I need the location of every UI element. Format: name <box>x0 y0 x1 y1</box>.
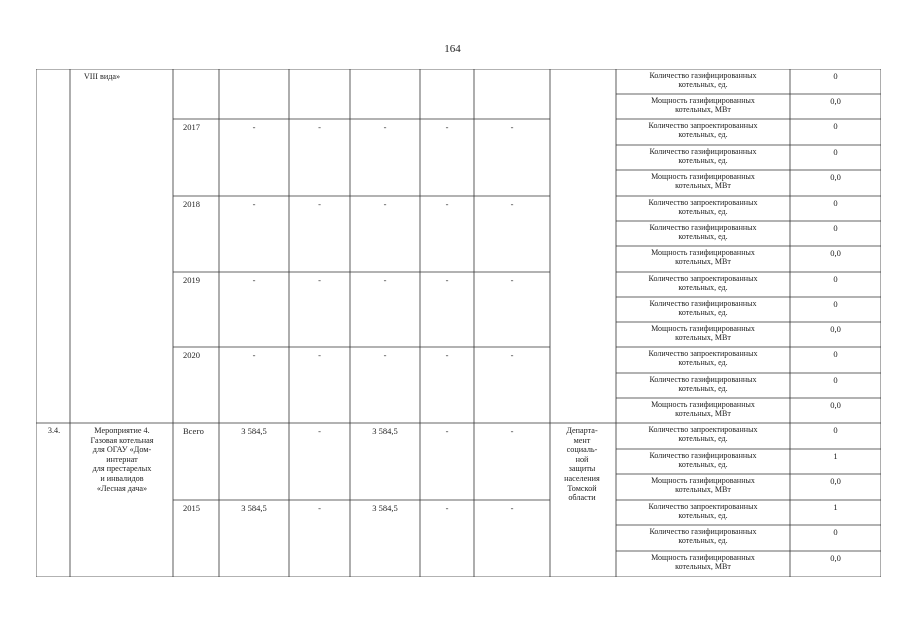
empty-cell-dash: - <box>252 350 256 360</box>
financing-value: 3 584,5 <box>372 426 398 436</box>
responsible-line: защиты <box>568 464 596 474</box>
indicator-name-line: Количество газифицированных <box>649 375 757 384</box>
empty-cell-dash: - <box>445 426 449 436</box>
responsible-line: ной <box>575 454 589 464</box>
indicator-value: 0,0 <box>830 96 841 106</box>
empty-cell-dash: - <box>445 122 449 132</box>
indicator-name-line: котельных, ед. <box>678 308 728 318</box>
indicator-name-line: Мощность газифицированных <box>651 172 755 181</box>
indicator-name <box>616 299 790 318</box>
indicator-value: 0,0 <box>830 248 841 258</box>
indicator-name-line: Количество газифицированных <box>649 147 757 156</box>
indicator-value: 0 <box>833 375 838 385</box>
responsible-line: Департа- <box>566 426 598 435</box>
empty-cell-dash: - <box>510 199 514 209</box>
continuation-text: VIII вида» <box>83 72 121 81</box>
indicator-name <box>616 324 790 343</box>
empty-cell-dash: - <box>445 350 449 360</box>
indicator-value: 0 <box>833 121 838 131</box>
empty-cell-dash: - <box>252 122 256 132</box>
indicator-name <box>616 476 790 495</box>
indicator-name-line: котельных, ед. <box>678 384 728 394</box>
indicator-value: 0,0 <box>830 172 841 182</box>
indicator-name <box>616 425 790 444</box>
year-label: 2018 <box>183 199 200 209</box>
indicator-name-line: котельных, ед. <box>678 283 728 293</box>
indicator-name-line: котельных, МВт <box>675 181 731 191</box>
indicator-name-line: котельных, ед. <box>678 358 728 368</box>
responsible-line: мент <box>573 435 591 445</box>
financing-value: 3 584,5 <box>241 503 267 513</box>
empty-cell-dash: - <box>445 275 449 285</box>
section-title-line: и инвалидов <box>100 473 144 483</box>
year-label: 2017 <box>183 122 200 132</box>
indicator-name-line: котельных, МВт <box>675 409 731 419</box>
indicator-name-line: Количество запроектированных <box>648 121 758 130</box>
indicator-value: 0 <box>833 274 838 284</box>
indicator-name-line: котельных, МВт <box>675 562 731 572</box>
year-label: 2019 <box>183 275 200 285</box>
indicator-name-line: Количество запроектированных <box>648 274 758 283</box>
indicator-name-line: Мощность газифицированных <box>651 96 755 105</box>
indicator-name <box>616 223 790 242</box>
section-title <box>72 426 172 493</box>
empty-cell-dash: - <box>318 275 321 285</box>
indicator-name <box>616 121 790 140</box>
indicator-name-line: котельных, ед. <box>678 434 728 444</box>
indicator-value: 0 <box>833 223 838 233</box>
empty-cell-dash: - <box>318 122 321 132</box>
indicator-name <box>616 400 790 419</box>
indicator-name-line: котельных, ед. <box>678 232 728 242</box>
empty-cell-dash: - <box>383 275 387 285</box>
indicator-name-line: котельных, ед. <box>678 130 728 140</box>
indicator-name <box>616 527 790 546</box>
indicator-name-line: Количество газифицированных <box>649 299 757 308</box>
indicator-name <box>616 71 790 90</box>
indicator-value: 0,0 <box>830 476 841 486</box>
section-title-line: для престарелых <box>92 464 152 474</box>
section-title-line: Газовая котельная <box>90 435 154 445</box>
empty-cell-dash: - <box>383 350 387 360</box>
indicator-value: 1 <box>833 502 838 512</box>
empty-cell-dash: - <box>445 503 449 513</box>
year-label: 2015 <box>183 503 200 513</box>
financing-value: 3 584,5 <box>372 503 398 513</box>
indicator-name-line: Количество газифицированных <box>649 223 757 232</box>
responsible-department <box>551 426 613 503</box>
empty-cell-dash: - <box>510 122 514 132</box>
table-grid <box>36 69 881 577</box>
indicator-name <box>616 172 790 191</box>
empty-cell-dash: - <box>252 199 256 209</box>
empty-cell-dash: - <box>510 503 514 513</box>
section-title-line: «Лесная дача» <box>96 483 148 493</box>
indicator-name-line: котельных, ед. <box>678 536 728 546</box>
indicator-name-line: Количество газифицированных <box>649 527 757 536</box>
financing-value: 3 584,5 <box>241 426 267 436</box>
section-title-line: интернат <box>106 454 138 464</box>
empty-cell-dash: - <box>445 199 449 209</box>
indicator-name <box>616 274 790 293</box>
indicator-name-line: котельных, МВт <box>675 257 731 267</box>
responsible-line: социаль- <box>566 445 598 455</box>
indicator-name <box>616 147 790 166</box>
indicator-name-line: котельных, МВт <box>675 333 731 343</box>
responsible-line: населения <box>564 473 600 483</box>
indicator-value: 0 <box>833 198 838 208</box>
indicator-name-line: Количество запроектированных <box>648 198 758 207</box>
indicator-value: 1 <box>833 451 838 461</box>
empty-cell-dash: - <box>318 426 321 436</box>
year-label: 2020 <box>183 350 200 360</box>
empty-cell-dash: - <box>510 350 514 360</box>
section-title-line: для ОГАУ «Дом- <box>92 445 152 455</box>
indicator-value: 0,0 <box>830 400 841 410</box>
indicator-name-line: котельных, ед. <box>678 511 728 521</box>
section-title-line: Мероприятие 4. <box>94 426 150 435</box>
indicator-name-line: котельных, ед. <box>678 156 728 166</box>
indicator-value: 0 <box>833 299 838 309</box>
indicator-name-line: Количество газифицированных <box>649 71 757 80</box>
indicator-name-line: Мощность газифицированных <box>651 400 755 409</box>
indicator-name <box>616 349 790 368</box>
indicator-value: 0 <box>833 349 838 359</box>
indicator-value: 0 <box>833 147 838 157</box>
indicator-name-line: котельных, МВт <box>675 105 731 115</box>
empty-cell-dash: - <box>252 275 256 285</box>
indicator-name <box>616 96 790 115</box>
indicator-name <box>616 553 790 572</box>
indicator-name-line: котельных, ед. <box>678 80 728 90</box>
indicator-name-line: котельных, МВт <box>675 485 731 495</box>
empty-cell-dash: - <box>318 503 321 513</box>
indicator-value: 0 <box>833 527 838 537</box>
indicator-name <box>616 198 790 217</box>
indicator-name <box>616 375 790 394</box>
page-number: 164 <box>444 43 461 55</box>
indicator-name-line: Количество запроектированных <box>648 425 758 434</box>
empty-cell-dash: - <box>383 122 387 132</box>
indicator-name-line: Мощность газифицированных <box>651 324 755 333</box>
empty-cell-dash: - <box>510 426 514 436</box>
empty-cell-dash: - <box>383 199 387 209</box>
empty-cell-dash: - <box>318 350 321 360</box>
indicator-name <box>616 451 790 470</box>
indicator-name-line: Количество запроектированных <box>648 502 758 511</box>
indicator-name-line: Мощность газифицированных <box>651 476 755 485</box>
indicator-name-line: котельных, ед. <box>678 207 728 217</box>
indicator-name <box>616 502 790 521</box>
empty-cell-dash: - <box>510 275 514 285</box>
indicator-value: 0 <box>833 71 838 81</box>
indicator-value: 0,0 <box>830 324 841 334</box>
indicator-name-line: Мощность газифицированных <box>651 553 755 562</box>
section-number: 3.4. <box>47 426 61 435</box>
indicator-value: 0 <box>833 425 838 435</box>
indicator-value: 0,0 <box>830 553 841 563</box>
responsible-line: области <box>568 493 596 503</box>
indicator-name-line: Количество газифицированных <box>649 451 757 460</box>
indicator-name-line: котельных, ед. <box>678 460 728 470</box>
indicator-name <box>616 248 790 267</box>
responsible-line: Томской <box>567 483 597 493</box>
indicator-name-line: Количество запроектированных <box>648 349 758 358</box>
indicator-name-line: Мощность газифицированных <box>651 248 755 257</box>
year-label: Всего <box>183 426 204 436</box>
empty-cell-dash: - <box>318 199 321 209</box>
